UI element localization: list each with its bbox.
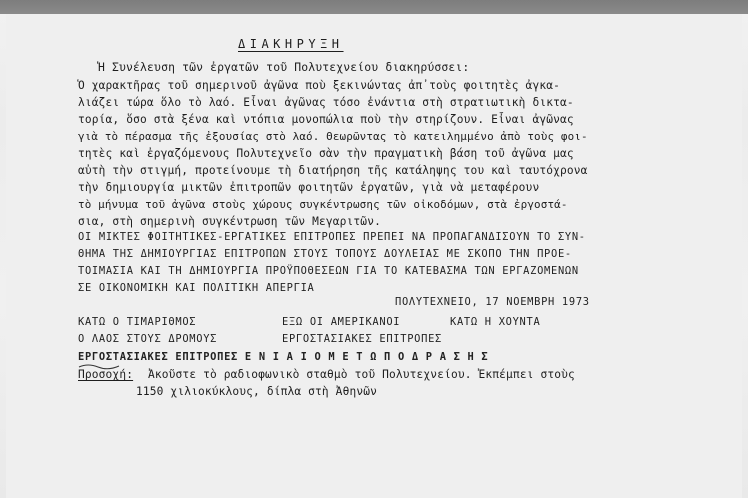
paragraph-line: τὸ μήνυμα τοῦ ἀγῶνα στοὺς χώρους συγκέντρωσης τῶν οἰκοδόμων, στὰ ἐργοστά- — [78, 198, 568, 211]
document-heading: Ἡ Συνέλευση τῶν ἐργατῶν τοῦ Πολυτεχνείου διακηρύσσει: — [98, 60, 470, 74]
paragraph-line: τορία, ὅσο στὰ ξένα καὶ ντόπια μονοπώλια ποὺ τὴν στηρίζουν. Εἶναι ἀγῶνας — [78, 113, 574, 126]
note-label: Προσοχή: — [78, 368, 134, 381]
paragraph-line: τητὲς καὶ ἐργαζόμενους Πολυτεχνεῖο σὰν τὴν πραγματικὴ βάση τοῦ ἀγῶνα μας — [78, 147, 574, 160]
paragraph-line: τὴν δημιουργία μικτῶν ἐπιτροπῶν φοιτητῶν ἐργατῶν, γιὰ νὰ μεταφέρουν — [78, 181, 540, 194]
paragraph-line: Ὁ χαρακτῆρας τοῦ σημερινοῦ ἀγῶνα ποὺ ξεκινώντας ἀπ᾽τοὺς φοιτητὲς ἀγκα- — [78, 79, 560, 92]
document-title: ΔΙΑΚΗΡΥΞΗ — [238, 37, 344, 51]
caps-line: ΘΗΜΑ ΤΗΣ ΔΗΜΙΟΥΡΓΙΑΣ ΕΠΙΤΡΟΠΩΝ ΣΤΟΥΣ ΤΟΠΟΥΣ ΔΟΥΛΕΙΑΣ ΜΕ ΣΚΟΠΟ ΤΗΝ ΠΡΟΕ- — [78, 248, 572, 260]
note-line: 1150 χιλιοκύκλους, δίπλα στὴ Ἀθηνῶν — [136, 385, 377, 398]
paragraph-line: σια, στὴ σημερινὴ συγκέντρωση τῶν Μεγαριτῶν. — [78, 215, 381, 228]
slogan: ΕΡΓΟΣΤΑΣΙΑΚΕΣ ΕΠΙΤΡΟΠΕΣ — [282, 333, 442, 345]
paragraph-line: γιὰ τὸ πέρασμα τῆς ἐξουσίας στὸ λαό. Θεωρῶντας τὸ κατειλημμένο ἀπὸ τοὺς φοι- — [78, 130, 588, 143]
slogan: ΚΑΤΩ Ο ΤΙΜΑΡΙΘΜΟΣ — [78, 316, 197, 328]
paragraph-line: αὐτὴ τὴν στιγμή, προτείνουμε τὴ διατήρηση τῆς κατάληψης του καὶ ταυτόχρονα — [78, 164, 588, 177]
handwritten-underline — [78, 361, 120, 371]
paragraph-line: λιάζει τώρα ὅλο τὸ λαό. Εἶναι ἀγῶνας τόσο ἐνάντια στὴ στρατιωτικὴ δικτα- — [78, 96, 574, 109]
date-line: ΠΟΛΥΤΕΧΝΕΙΟ, 17 ΝΟΕΜΒΡΗ 1973 — [395, 296, 590, 308]
caps-line: ΣΕ ΟΙΚΟΝΟΜΙΚΗ ΚΑΙ ΠΟΛΙΤΙΚΗ ΑΠΕΡΓΙΑ — [78, 282, 315, 294]
front-line: ΕΡΓΟΣΤΑΣΙΑΚΕΣ ΕΠΙΤΡΟΠΕΣ Ε Ν Ι Α Ι Ο Μ Ε Τ Ω Π Ο Δ Ρ Α Σ Η Σ — [78, 351, 489, 363]
note-line: Ἀκοῦστε τὸ ραδιοφωνικὸ σταθμὸ τοῦ Πολυτεχνείου. Ἐκπέμπει στοὺς — [148, 368, 575, 381]
slogan: ΚΑΤΩ Η ΧΟΥΝΤΑ — [450, 316, 541, 328]
caps-line: ΤΟΙΜΑΣΙΑ ΚΑΙ ΤΗ ΔΗΜΙΟΥΡΓΙΑ ΠΡΟΫΠΟΘΕΣΕΩΝ ΓΙΑ ΤΟ ΚΑΤΕΒΑΣΜΑ ΤΩΝ ΕΡΓΑΖΟΜΕΝΩΝ — [78, 265, 579, 277]
slogan: Ο ΛΑΟΣ ΣΤΟΥΣ ΔΡΟΜΟΥΣ — [78, 333, 218, 345]
slogan: ΕΞΩ ΟΙ ΑΜΕΡΙΚΑΝΟΙ — [282, 316, 401, 328]
caps-line: ΟΙ ΜΙΚΤΕΣ ΦΟΙΤΗΤΙΚΕΣ-ΕΡΓΑΤΙΚΕΣ ΕΠΙΤΡΟΠΕΣ ΠΡΕΠΕΙ ΝΑ ΠΡΟΠΑΓΑΝΔΙΣΟΥΝ ΤΟ ΣΥΝ- — [78, 231, 586, 243]
